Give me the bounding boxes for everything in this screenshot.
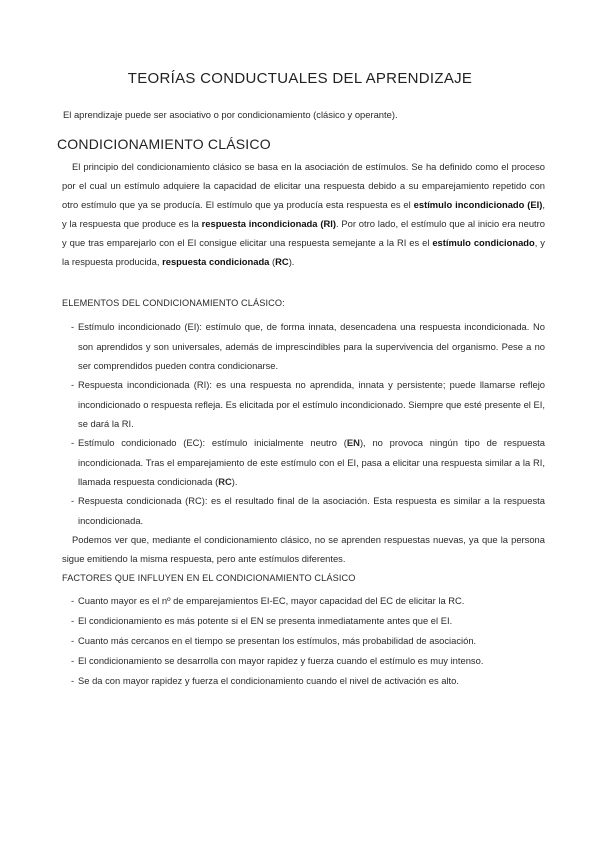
factor-item: [62, 631, 545, 651]
factor-item: [62, 591, 545, 611]
factor-text: Se da con mayor rapidez y fuerza el condicionamiento cuando el nivel de activación es alto.: [78, 675, 459, 686]
paragraph-summary: Podemos ver que, mediante el condicionamiento clásico, no se aprenden respuestas nuevas, ya que la persona sigue emitiendo la misma respuesta, pero ante estímulos diferentes.: [62, 534, 545, 564]
bold-term-en: EN: [346, 437, 360, 448]
bold-term-ei: estímulo incondicionado (EI): [413, 199, 543, 210]
list-item-text: Respuesta incondicionada (RI): es una respuesta no aprendida, innata y persistente; puede llamarse reflejo incondicionado o respuesta refleja. Es elicitada por el estímulo incondicionado. Siempre que esté presente el EI, se dará la RI.: [78, 379, 545, 429]
list-item-ri: [62, 375, 545, 434]
text-run: (: [269, 256, 276, 267]
dash-bullet: -: [71, 675, 75, 686]
bold-term-ri: respuesta incondicionada (RI): [201, 218, 336, 229]
list-item-ei: [62, 317, 545, 376]
factors-heading: FACTORES QUE INFLUYEN EN EL CONDICIONAMIENTO CLÁSICO: [62, 573, 356, 583]
factor-item: [62, 611, 545, 631]
section-title: CONDICIONAMIENTO CLÁSICO: [57, 136, 271, 152]
text-run: , y la respuesta que produce es la: [62, 199, 545, 229]
intro-text: El aprendizaje puede ser asociativo o por condicionamiento (clásico y operante).: [63, 109, 398, 120]
text-run: ).: [231, 476, 238, 487]
list-item-rc: [62, 491, 545, 530]
elements-heading: ELEMENTOS DEL CONDICIONAMIENTO CLÁSICO:: [62, 298, 285, 308]
paragraph-principle: [62, 157, 545, 271]
dash-bullet: -: [71, 595, 75, 606]
text-run: Estímulo condicionado (EC): estímulo inicialmente neutro (: [78, 437, 347, 448]
text-run: El principio del condicionamiento clásico se basa en la asociación de estímulos. Se ha definido como el proceso por el cual un estímulo adquiere la capacidad de elicitar una respuesta debido a su emparejamiento repetido con otro estímulo que ya se producía. El estímulo que ya producía esta respuesta es el: [62, 161, 545, 210]
factor-text: Cuanto mayor es el nº de emparejamientos EI-EC, mayor capacidad del EC de elicitar la RC.: [78, 595, 465, 606]
factor-item: [62, 651, 545, 671]
factor-text: Cuanto más cercanos en el tiempo se presentan los estímulos, más probabilidad de asociación.: [78, 635, 477, 646]
list-item-ec: [62, 433, 545, 492]
dash-bullet: -: [71, 437, 75, 448]
text-run: ), no provoca ningún tipo de respuesta incondicionada. Tras el emparejamiento de este estímulo con el EI, pasa a elicitar una respuesta similar a la RI, llamada respuesta condicionada (: [78, 437, 545, 487]
text-run: , y la respuesta producida,: [62, 237, 545, 267]
list-item-text: [78, 433, 545, 492]
dash-bullet: -: [71, 635, 75, 646]
dash-bullet: -: [71, 321, 75, 332]
dash-bullet: -: [71, 379, 75, 390]
bold-term-rc: respuesta condicionada: [162, 256, 270, 267]
list-item-text: Estímulo incondicionado (EI): estímulo que, de forma innata, desencadena una respuesta incondicionada. No son aprendidos y son universales, además de imprescindibles para la supervivencia del organismo. Pese a no ser comprendidos pueden contra condicionarse.: [78, 321, 545, 371]
list-item-text: Respuesta condicionada (RC): es el resultado final de la asociación. Esta respuesta es similar a la respuesta incondicionada.: [78, 495, 545, 526]
bold-term-rc-abbr: RC: [275, 256, 289, 267]
factor-text: El condicionamiento se desarrolla con mayor rapidez y fuerza cuando el estímulo es muy intenso.: [78, 655, 484, 666]
bold-term-ec: estímulo condicionado: [432, 237, 535, 248]
dash-bullet: -: [71, 655, 75, 666]
dash-bullet: -: [71, 615, 75, 626]
factor-item: [62, 671, 545, 691]
text-run: . Por otro lado, el estímulo que al inicio era neutro y que tras emparejarlo con el EI consigue elicitar una respuesta semejante a la RI es el: [62, 218, 545, 248]
page-title: TEORÍAS CONDUCTUALES DEL APRENDIZAJE: [127, 70, 473, 87]
bold-term-rc-abbr: RC: [218, 476, 232, 487]
dash-bullet: -: [71, 495, 75, 506]
text-run: ).: [288, 256, 295, 267]
factor-text: El condicionamiento es más potente si el EN se presenta inmediatamente antes que el EI.: [78, 615, 453, 626]
